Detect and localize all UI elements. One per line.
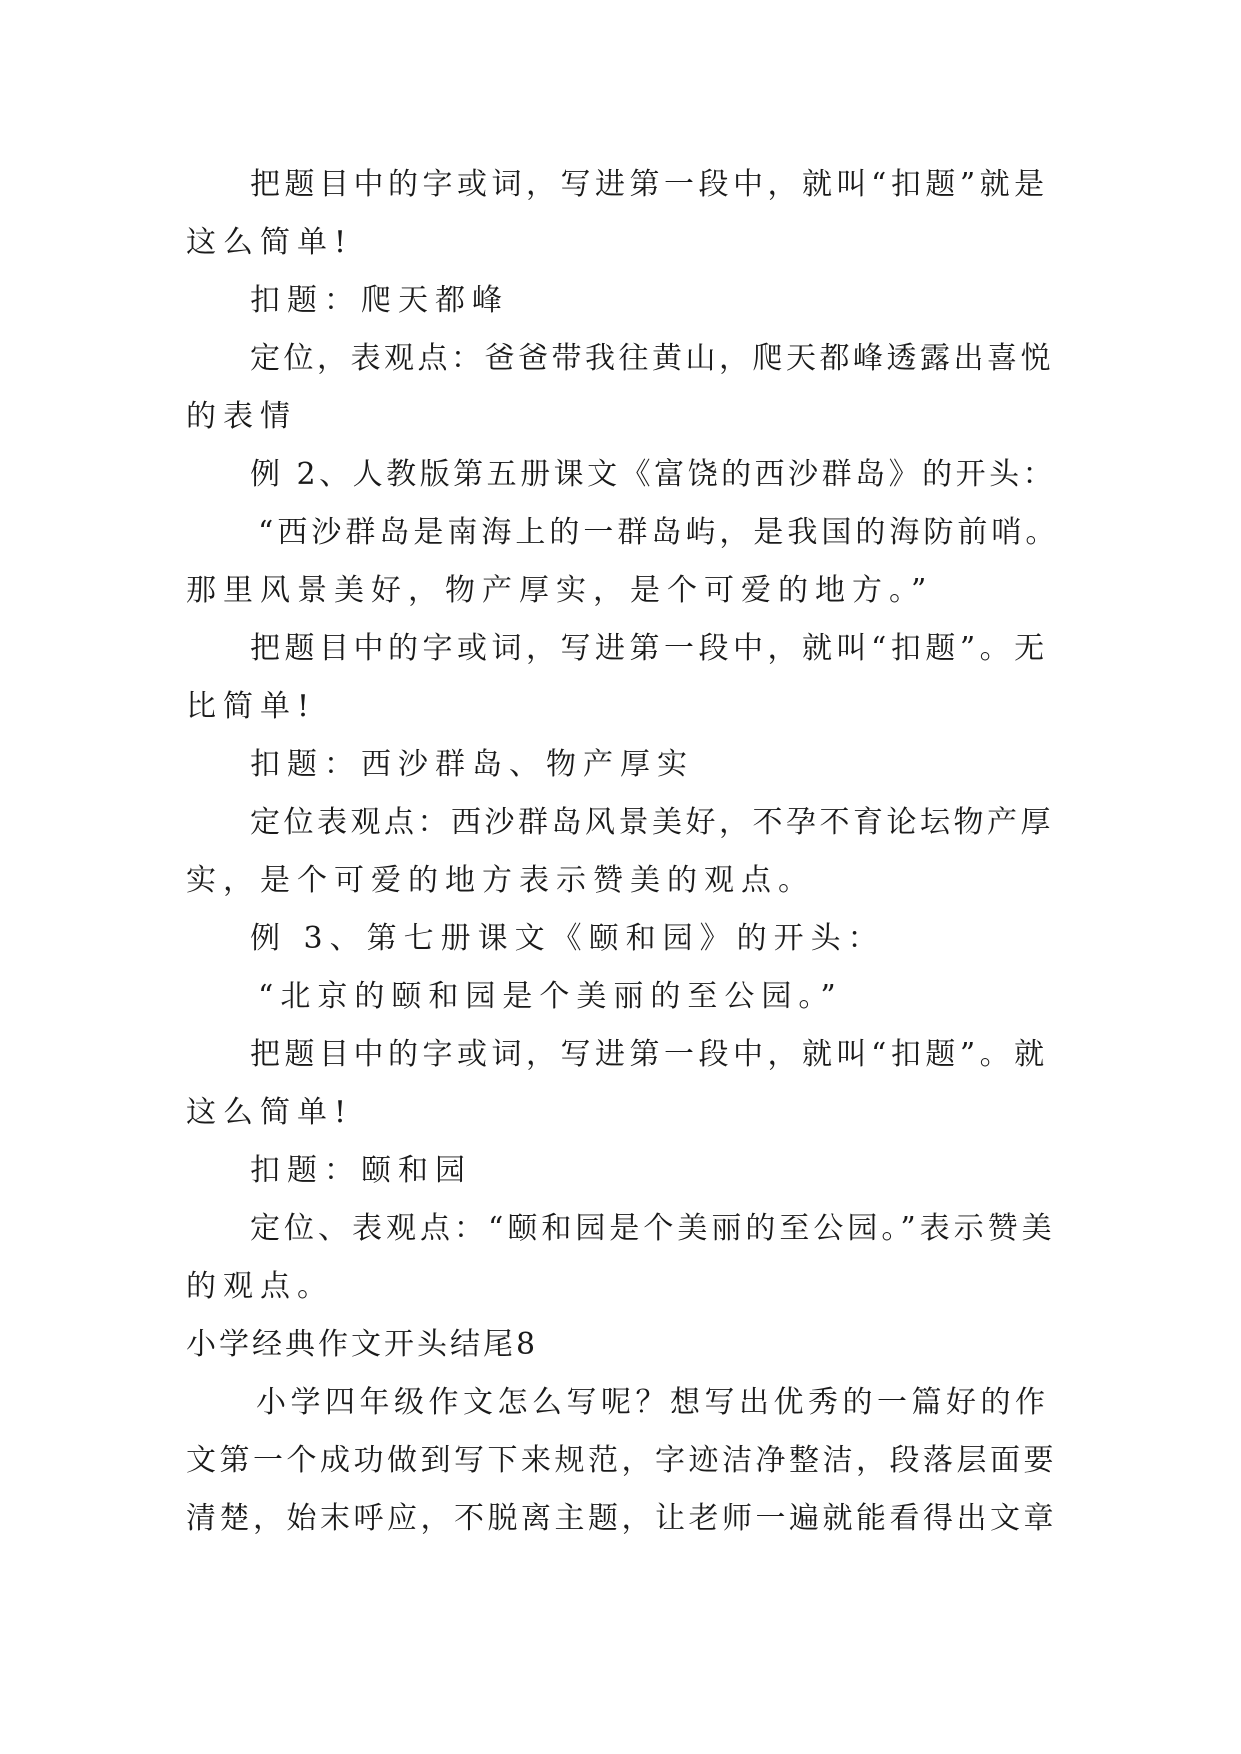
paragraph-line: 定位表观点：西沙群岛风景美好，不孕不育论坛物产厚 bbox=[250, 805, 1054, 840]
paragraph-line: “西沙群岛是南海上的一群岛屿，是我国的海防前哨。 bbox=[258, 515, 1060, 550]
paragraph-line: 小学四年级作文怎么写呢？想写出优秀的一篇好的作 bbox=[256, 1385, 1050, 1420]
paragraph-line: 文第一个成功做到写下来规范，字迹洁净整洁，段落层面要 bbox=[186, 1443, 1057, 1478]
paragraph-line: 例 2、人教版第五册课文《富饶的西沙群岛》的开头： bbox=[250, 457, 1057, 492]
paragraph-line: 比简单! bbox=[186, 689, 317, 724]
paragraph-line: 定位，表观点：爸爸带我往黄山，爬天都峰透露出喜悦 bbox=[250, 341, 1054, 376]
section-heading: 小学经典作文开头结尾8 bbox=[186, 1327, 539, 1362]
paragraph-line: 定位、表观点：“颐和园是个美丽的至公园。”表示赞美 bbox=[250, 1211, 1056, 1246]
paragraph-line: 清楚，始末呼应，不脱离主题，让老师一遍就能看得出文章 bbox=[186, 1501, 1057, 1536]
paragraph-line: 实，是个可爱的地方表示赞美的观点。 bbox=[186, 863, 815, 898]
paragraph-line: 的表情 bbox=[186, 399, 297, 434]
paragraph-line: 这么简单! bbox=[186, 1095, 354, 1130]
paragraph-line: “北京的颐和园是个美丽的至公园。” bbox=[258, 979, 843, 1014]
paragraph-line: 把题目中的字或词，写进第一段中，就叫“扣题”。无 bbox=[250, 631, 1049, 666]
paragraph-line: 扣题：爬天都峰 bbox=[250, 283, 509, 318]
paragraph-line: 扣题：西沙群岛、物产厚实 bbox=[250, 747, 694, 782]
paragraph-line: 扣题：颐和园 bbox=[250, 1153, 472, 1188]
paragraph-line: 把题目中的字或词，写进第一段中，就叫“扣题”。就 bbox=[250, 1037, 1049, 1072]
paragraph-line: 这么简单! bbox=[186, 225, 354, 260]
paragraph-line: 的观点。 bbox=[186, 1269, 334, 1304]
paragraph-line: 把题目中的字或词，写进第一段中，就叫“扣题”就是 bbox=[250, 167, 1049, 202]
paragraph-line: 例 3、第七册课文《颐和园》的开头： bbox=[250, 921, 885, 956]
paragraph-line: 那里风景美好，物产厚实，是个可爱的地方。” bbox=[186, 573, 934, 608]
